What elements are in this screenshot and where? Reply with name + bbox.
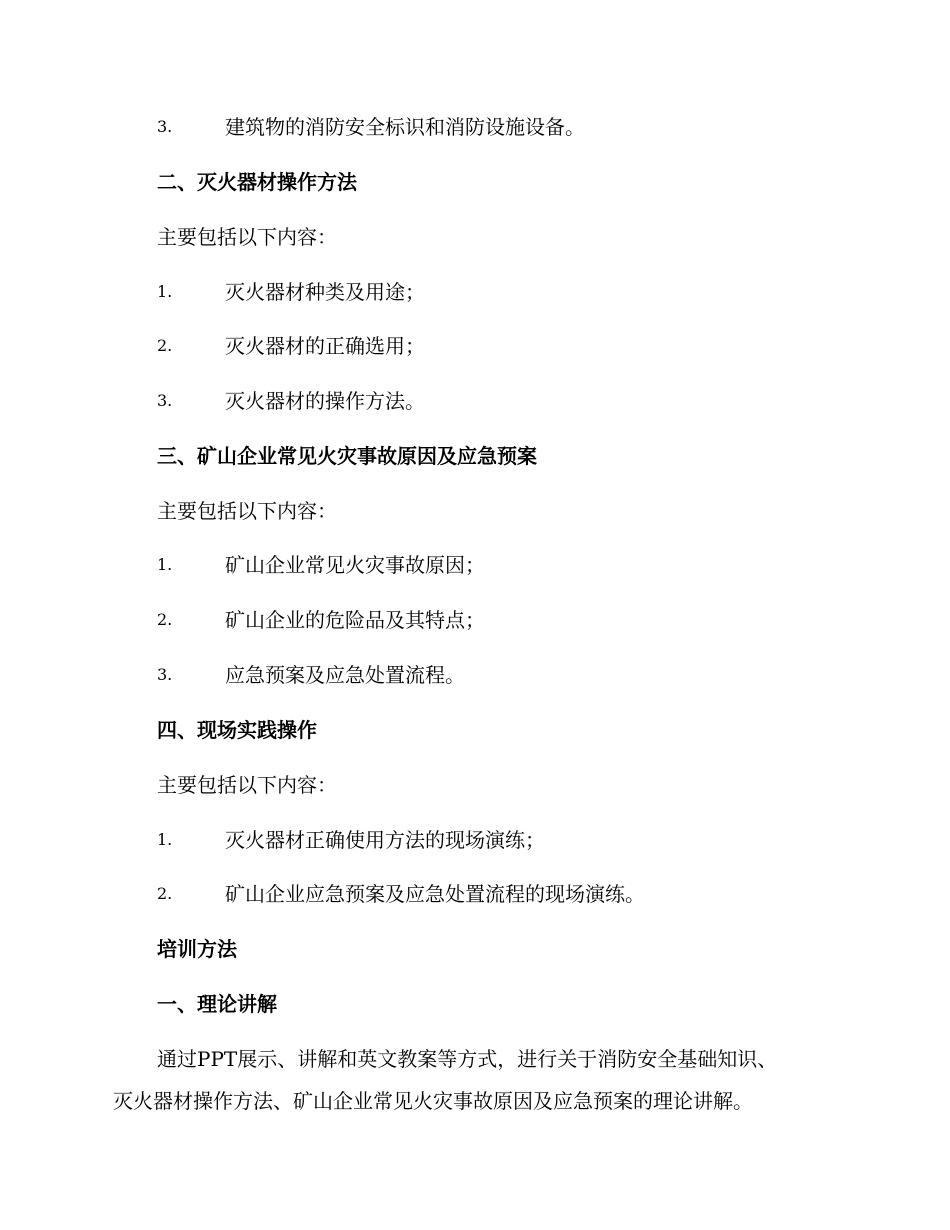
list-item-number: 3.	[157, 391, 173, 410]
theory-lecture-paragraph-line-1: 通过PPT展示、讲解和英文教案等方式，进行关于消防安全基础知识、	[157, 1047, 778, 1071]
section-intro	[0, 493, 950, 529]
section-2-intro: 主要包括以下内容：	[157, 225, 337, 249]
theory-lecture-paragraph-line-2: 灭火器材操作方法、矿山企业常见火灾事故原因及应急预案的理论讲解。	[113, 1089, 753, 1113]
list-item-text: 灭火器材的正确选用；	[225, 334, 425, 358]
list-item-number: 1.	[157, 830, 173, 849]
section-4-heading: 四、现场实践操作	[157, 718, 317, 742]
section-3-intro: 主要包括以下内容：	[157, 499, 337, 523]
section-heading	[0, 712, 950, 748]
paragraph-line	[0, 1083, 950, 1119]
list-item-number: 1.	[157, 555, 173, 574]
theory-lecture-heading: 一、理论讲解	[157, 992, 277, 1016]
section-4-intro: 主要包括以下内容：	[157, 773, 337, 797]
list-item-text: 灭火器材正确使用方法的现场演练；	[225, 828, 545, 852]
list-item	[0, 876, 950, 912]
section-intro	[0, 767, 950, 803]
section-2-heading: 二、灭火器材操作方法	[157, 170, 357, 194]
list-item-number: 3.	[157, 665, 173, 684]
section-3-heading: 三、矿山企业常见火灾事故原因及应急预案	[157, 444, 537, 468]
paragraph-line	[0, 1041, 950, 1077]
list-item	[0, 547, 950, 583]
list-item	[0, 602, 950, 638]
list-item-number: 2.	[157, 884, 173, 903]
list-item	[0, 383, 950, 419]
list-item	[0, 328, 950, 364]
list-item-text: 灭火器材种类及用途；	[225, 280, 425, 304]
list-item-text: 应急预案及应急处置流程。	[225, 663, 465, 687]
list-item-text: 灭火器材的操作方法。	[225, 389, 425, 413]
section-heading	[0, 164, 950, 200]
list-item-text: 矿山企业常见火灾事故原因；	[225, 553, 485, 577]
list-item-number: 2.	[157, 336, 173, 355]
list-item	[0, 109, 950, 145]
training-methods-title: 培训方法	[157, 937, 237, 961]
list-item-text: 建筑物的消防安全标识和消防设施设备。	[225, 115, 585, 139]
list-item-number: 1.	[157, 282, 173, 301]
list-item-number: 2.	[157, 610, 173, 629]
section-intro	[0, 219, 950, 255]
list-item	[0, 657, 950, 693]
list-item	[0, 822, 950, 858]
list-item-text: 矿山企业应急预案及应急处置流程的现场演练。	[225, 882, 645, 906]
section-title	[0, 931, 950, 967]
list-item-number: 3.	[157, 117, 173, 136]
list-item	[0, 274, 950, 310]
section-heading	[0, 986, 950, 1022]
section-heading	[0, 438, 950, 474]
list-item-text: 矿山企业的危险品及其特点；	[225, 608, 485, 632]
